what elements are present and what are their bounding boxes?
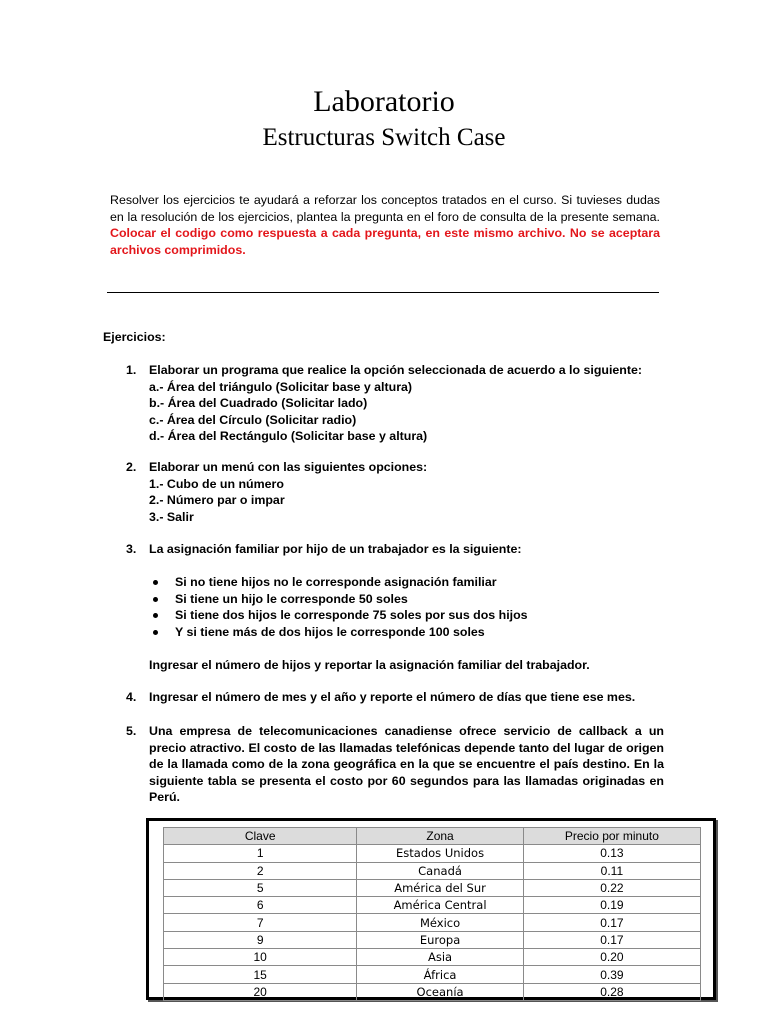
column-header-zona: Zona xyxy=(357,828,523,845)
exercise-number: 2. xyxy=(126,460,137,474)
intro-paragraph xyxy=(110,192,660,258)
exercise-line: d.- Área del Rectángulo (Solicitar base y altura) xyxy=(149,429,428,443)
exercises-heading: Ejercicios: xyxy=(103,330,166,344)
intro-highlight: Colocar el codigo como respuesta a cada pregunta, en este mismo archivo. No se aceptara archivos comprimidos. xyxy=(110,226,660,257)
document-title: Laboratorio xyxy=(313,85,455,118)
table-row: 20 Oceanía 0.28 xyxy=(164,983,701,1000)
bullet-list xyxy=(149,574,664,640)
list-item: Si tiene dos hijos le corresponde 75 soles por sus dos hijos xyxy=(149,607,664,624)
exercise-3 xyxy=(126,541,664,673)
list-item: Y si tiene más de dos hijos le corresponde 100 soles xyxy=(149,624,664,641)
table-row: 7 México 0.17 xyxy=(164,914,701,931)
table-row: 10 Asia 0.20 xyxy=(164,949,701,966)
exercise-line: 3.- Salir xyxy=(149,509,194,524)
exercise-intro: La asignación familiar por hijo de un trabajador es la siguiente: xyxy=(149,542,522,556)
list-item: Si tiene un hijo le corresponde 50 soles xyxy=(149,591,664,608)
table-row: 1 Estados Unidos 0.13 xyxy=(164,845,701,862)
exercise-number: 1. xyxy=(126,363,137,377)
bullet-icon xyxy=(153,580,158,585)
table-header-row xyxy=(164,828,701,845)
table-frame xyxy=(146,818,716,1000)
table-row: 2 Canadá 0.11 xyxy=(164,862,701,879)
cost-table xyxy=(163,827,701,1001)
intro-text: Resolver los ejercicios te ayudará a reforzar los conceptos tratados en el curso. Si tuvieses dudas en la resolución de los ejercicios, plantea la pregunta en el foro de consulta de la presente semana. xyxy=(110,193,660,224)
exercise-text: Ingresar el número de mes y el año y reporte el número de días que tiene ese mes. xyxy=(149,690,636,704)
exercise-4 xyxy=(126,689,664,706)
column-header-clave: Clave xyxy=(164,828,357,845)
list-item: Si no tiene hijos no le corresponde asignación familiar xyxy=(149,574,664,591)
exercise-closing: Ingresar el número de hijos y reportar la asignación familiar del trabajador. xyxy=(149,657,590,672)
exercise-line: 1.- Cubo de un número xyxy=(149,476,284,491)
separator-line xyxy=(107,292,659,293)
exercise-text: Una empresa de telecomunicaciones canadiense ofrece servicio de callback a un precio atractivo. El costo de las llamadas telefónicas depende tanto del lugar de origen de la llamada como de la zona geográfica en la que se encuentre el país destino. En la siguiente tabla se presenta el costo por 60 segundos para las llamadas originadas en Perú. xyxy=(149,724,664,804)
exercise-line: c.- Área del Círculo (Solicitar radio) xyxy=(149,412,357,427)
exercise-number: 5. xyxy=(126,724,137,738)
exercise-line: a.- Área del triángulo (Solicitar base y altura) xyxy=(149,379,413,394)
table-row: 9 Europa 0.17 xyxy=(164,931,701,948)
table-row: 5 América del Sur 0.22 xyxy=(164,879,701,896)
exercise-1 xyxy=(126,362,664,445)
document-subtitle: Estructuras Switch Case xyxy=(262,124,506,151)
exercise-line: Elaborar un programa que realice la opción seleccionada de acuerdo a lo siguiente: xyxy=(149,363,643,377)
exercise-line: b.- Área del Cuadrado (Solicitar lado) xyxy=(149,396,368,410)
exercise-2 xyxy=(126,459,664,525)
exercise-line: 2.- Número par o impar xyxy=(149,493,285,507)
exercise-line: Elaborar un menú con las siguientes opciones: xyxy=(149,460,428,474)
column-header-precio: Precio por minuto xyxy=(523,828,700,845)
bullet-icon xyxy=(153,613,158,618)
bullet-icon xyxy=(153,597,158,602)
exercise-number: 4. xyxy=(126,690,137,704)
exercise-number: 3. xyxy=(126,542,137,556)
table-row: 15 África 0.39 xyxy=(164,966,701,983)
table-row: 6 América Central 0.19 xyxy=(164,897,701,914)
exercise-5 xyxy=(126,723,664,806)
bullet-icon xyxy=(153,630,158,635)
